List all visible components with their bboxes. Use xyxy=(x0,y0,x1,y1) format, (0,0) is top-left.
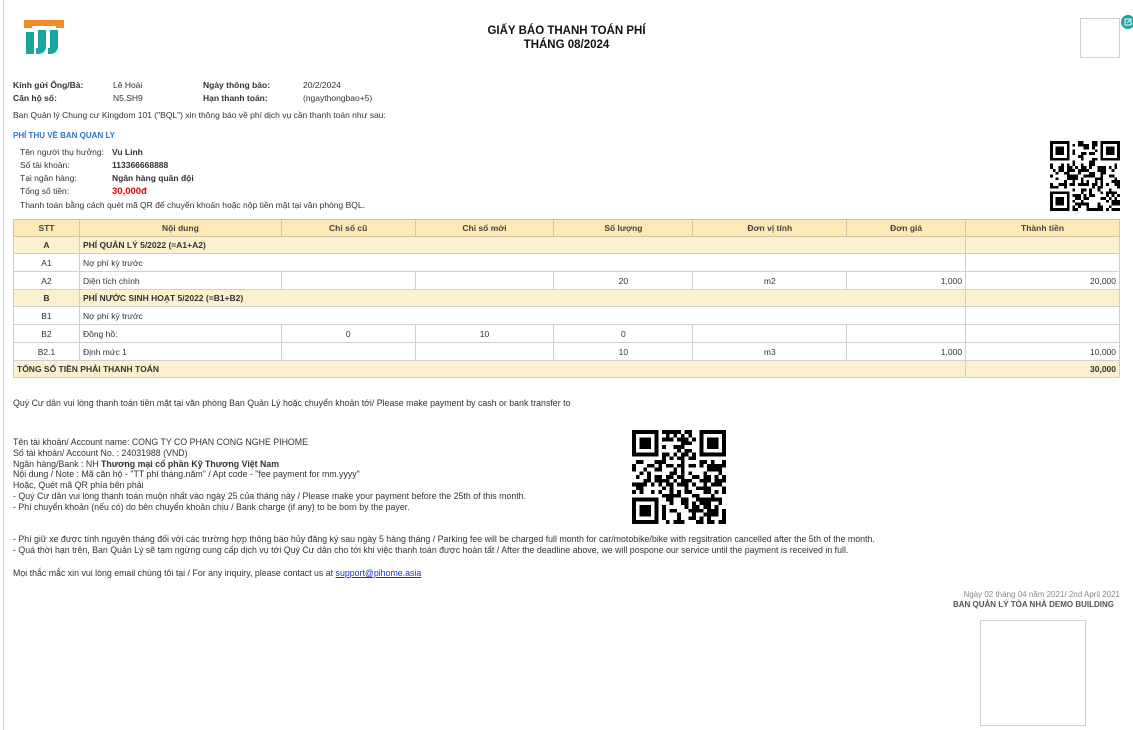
row-amount xyxy=(966,237,1120,254)
table-row xyxy=(14,237,1120,254)
signature-org: BAN QUẢN LÝ TÒA NHÀ DEMO BUILDING xyxy=(952,600,1114,609)
row-content: Định mức 1 xyxy=(79,343,281,361)
row-amount xyxy=(966,290,1120,307)
row-content: Đồng hồ: xyxy=(79,325,281,343)
row-new xyxy=(415,272,554,290)
content-note-line: Nội dung / Note : Mã căn hộ - "TT phí tháng.năm" / Apt code - "fee payment for mm.yyyy" xyxy=(13,469,360,480)
row-qty: 10 xyxy=(554,343,693,361)
apartment-value: N5.SH9 xyxy=(113,93,143,103)
col-stt: STT xyxy=(14,220,80,237)
signature-date: Ngày 02 tháng 04 năm 2021/ 2nd April 2021 xyxy=(963,590,1120,599)
row-old xyxy=(281,343,415,361)
title-line-1: GIẤY BÁO THANH TOÁN PHÍ xyxy=(487,25,646,37)
suspend-note-line: - Quá thời hạn trên, Ban Quản Lý sẽ tạm ngừng cung cấp dịch vụ tới Quý Cư dân cho tới khi việc thanh toán được hoàn tất / After the deadline above, we will pospone our service until the payment is received in full. xyxy=(13,544,849,555)
bank-transfer-details xyxy=(13,437,526,513)
row-stt: B xyxy=(14,290,80,307)
col-unit: Đơn vị tính xyxy=(693,220,847,237)
recipient-info xyxy=(13,79,372,105)
col-old-index: Chỉ số cũ xyxy=(281,220,415,237)
table-header-row xyxy=(14,220,1120,237)
bank-name: Thương mại cổ phần Kỹ Thương Việt Nam xyxy=(101,458,280,469)
signature-box xyxy=(980,620,1086,726)
col-quantity: Số lượng xyxy=(554,220,693,237)
bank-value: Ngân hàng quân đội xyxy=(112,173,194,183)
bank-prefix: Ngân hàng/Bank : NH xyxy=(13,458,102,469)
row-stt: B2.1 xyxy=(14,343,80,361)
table-row xyxy=(14,325,1120,343)
bank-charge-note-line: - Phí chuyển khoản (nếu có) do bên chuyển khoản chịu / Bank charge (if any) to be born by the payer. xyxy=(13,501,410,512)
row-content: PHÍ QUẢN LÝ 5/2022 (=A1+A2) xyxy=(79,237,965,254)
support-email-link[interactable]: support@pihome.asia xyxy=(335,568,422,578)
to-value: Lê Hoài xyxy=(113,80,143,90)
total-row xyxy=(14,361,1120,378)
section-title: PHÍ THU VỀ BAN QUAN LY xyxy=(13,131,115,140)
intro-text: Ban Quản lý Chung cư Kingdom 101 ("BQL") xin thông báo về phí dịch vụ cần thanh toán như sau: xyxy=(13,110,386,120)
to-label: Kính gửi Ông/Bà: xyxy=(13,80,84,90)
row-stt: B2 xyxy=(14,325,80,343)
row-price: 1,000 xyxy=(847,272,966,290)
row-stt: A2 xyxy=(14,272,80,290)
payment-intro: Quý Cư dân vui lòng thanh toán tiền mặt tại văn phòng Ban Quản Lý hoặc chuyển khoản tới/ Please make payment by cash or bank transfer to xyxy=(13,398,571,408)
row-content: Nợ phí kỳ trước xyxy=(79,254,965,272)
beneficiary-value: Vu Linh xyxy=(112,147,143,157)
stamp-placeholder-box xyxy=(1080,18,1120,58)
col-content: Nội dung xyxy=(79,220,281,237)
row-content: Nợ phí kỳ trước xyxy=(79,307,965,325)
table-row xyxy=(14,343,1120,361)
deadline-note-line: - Quý Cư dân vui lòng thanh toán muộn nhất vào ngày 25 của tháng này / Please make your payment before the 25th of this month. xyxy=(13,490,527,501)
fee-table xyxy=(13,219,1120,378)
qr-code-icon xyxy=(1050,141,1120,211)
due-label: Hạn thanh toán: xyxy=(203,93,268,103)
col-amount: Thành tiền xyxy=(966,220,1120,237)
notice-date-value: 20/2/2024 xyxy=(303,80,341,90)
row-old xyxy=(281,272,415,290)
row-price: 1,000 xyxy=(847,343,966,361)
bank-label: Tại ngân hàng: xyxy=(20,173,77,183)
row-unit: m3 xyxy=(693,343,847,361)
qr-note-line: Hoặc, Quét mã QR phía bên phải xyxy=(13,480,144,491)
qr-code-icon xyxy=(632,430,726,524)
col-price: Đơn giá xyxy=(847,220,966,237)
row-new: 10 xyxy=(415,325,554,343)
account-label: Số tài khoản: xyxy=(20,160,70,170)
row-unit: m2 xyxy=(693,272,847,290)
edit-icon[interactable] xyxy=(1121,15,1133,29)
row-amount xyxy=(966,307,1120,325)
due-value: (ngaythongbao+5) xyxy=(303,93,373,103)
table-row xyxy=(14,272,1120,290)
row-content: PHÍ NƯỚC SINH HOẠT 5/2022 (=B1+B2) xyxy=(79,290,965,307)
row-content: Diện tích chính xyxy=(79,272,281,290)
total-row-label: TỔNG SỐ TIỀN PHẢI THANH TOÁN xyxy=(14,361,966,378)
bank-line xyxy=(13,459,526,470)
row-stt: B1 xyxy=(14,307,80,325)
parking-note-line: - Phí giữ xe được tính nguyên tháng đối với các trường hợp thông báo hủy đăng ký sau ngày 5 hàng tháng / Parking fee will be charged full month for car/motobike/bike with regsitration cancelled after the 5th of the month. xyxy=(13,534,875,544)
apartment-label: Căn hộ số: xyxy=(13,93,57,103)
row-qty: 0 xyxy=(554,325,693,343)
row-new xyxy=(415,343,554,361)
row-unit xyxy=(693,325,847,343)
inquiry-line xyxy=(13,568,421,579)
notice-title xyxy=(0,24,1133,52)
row-qty: 20 xyxy=(554,272,693,290)
account-name-line: Tên tài khoản/ Account name: CONG TY CO PHAN CONG NGHE PIHOME xyxy=(13,437,308,447)
row-amount: 10,000 xyxy=(966,343,1120,361)
row-amount: 20,000 xyxy=(966,272,1120,290)
col-new-index: Chỉ số mới xyxy=(415,220,554,237)
row-price xyxy=(847,325,966,343)
table-row xyxy=(14,290,1120,307)
notice-date-label: Ngày thông báo: xyxy=(203,80,271,90)
account-value: 113366668888 xyxy=(112,160,169,170)
account-no-line: Số tài khoản/ Account No. : 24031988 (VND) xyxy=(13,447,188,458)
beneficiary-label: Tên người thụ hưởng: xyxy=(20,147,104,157)
total-label: Tổng số tiền: xyxy=(20,186,70,196)
payee-note: Thanh toán bằng cách quét mã QR để chuyển khoản hoặc nộp tiền mặt tại văn phòng BQL. xyxy=(20,200,365,210)
row-stt: A xyxy=(14,237,80,254)
inquiry-text: Mọi thắc mắc xin vui lòng email chúng tôi tại / For any inquiry, please contact us at xyxy=(13,568,336,578)
total-row-value: 30,000 xyxy=(966,361,1120,378)
policy-notes xyxy=(13,534,875,556)
table-row xyxy=(14,254,1120,272)
table-row xyxy=(14,307,1120,325)
total-value: 30,000đ xyxy=(112,186,147,197)
row-amount xyxy=(966,325,1120,343)
row-amount xyxy=(966,254,1120,272)
row-stt: A1 xyxy=(14,254,80,272)
title-line-2: THÁNG 08/2024 xyxy=(523,39,610,51)
payee-info xyxy=(20,146,194,198)
row-old: 0 xyxy=(281,325,415,343)
